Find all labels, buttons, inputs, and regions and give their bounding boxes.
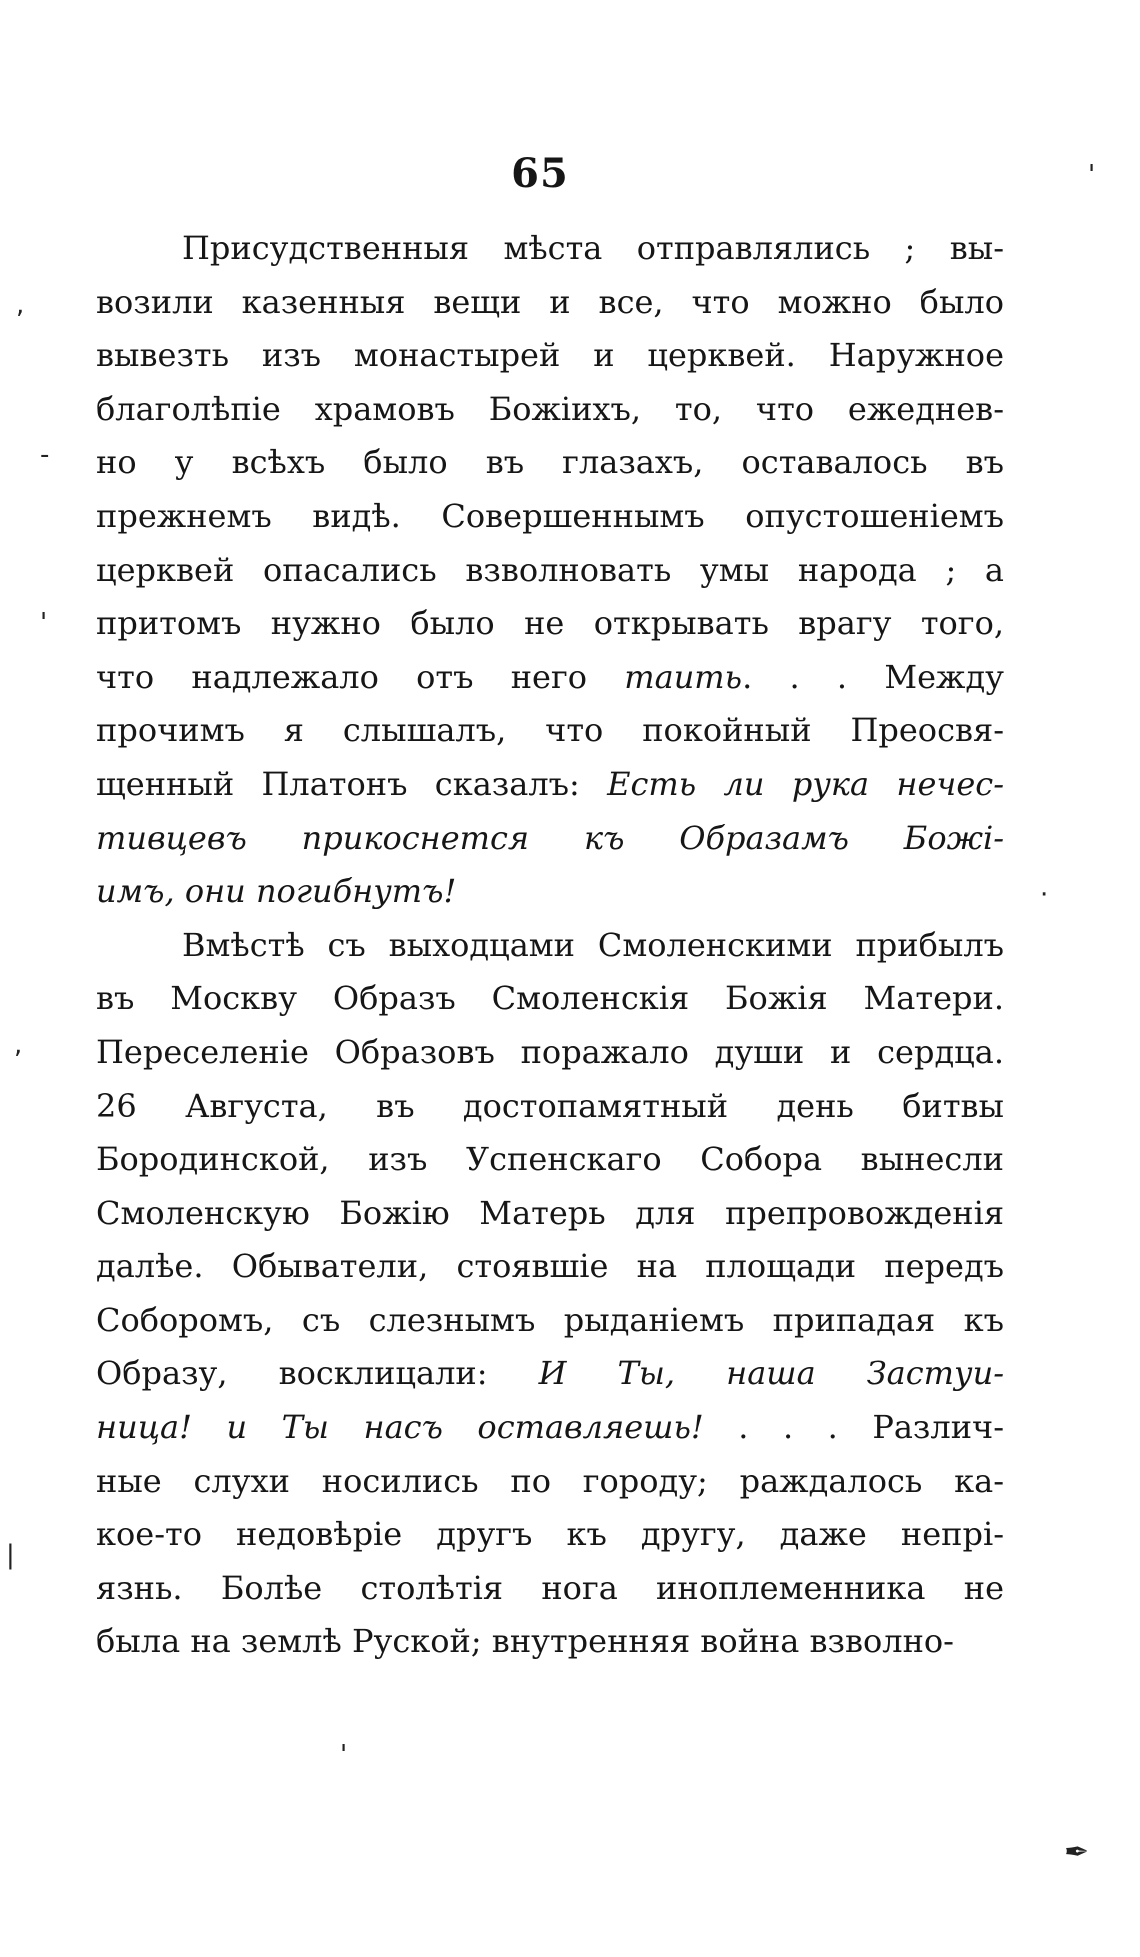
- margin-speck: ,: [14, 1030, 23, 1060]
- paragraph-1: [96, 222, 1004, 919]
- text-line: [96, 1187, 1004, 1241]
- text-run: въ Москву Образъ Смоленскія Божія Матери.: [96, 979, 1004, 1018]
- text-line: [96, 972, 1004, 1026]
- text-run: кое-то недовѣріе другъ къ другу, даже непрі-: [96, 1515, 1004, 1554]
- text-line: [96, 651, 1004, 705]
- margin-speck: ,: [16, 290, 25, 320]
- text-line: [96, 1562, 1004, 1616]
- text-run: что надлежало отъ него: [96, 657, 625, 696]
- text-line: [96, 436, 1004, 490]
- margin-speck: ·: [1040, 880, 1049, 910]
- text-line: [96, 490, 1004, 544]
- text-line: [96, 1401, 1004, 1455]
- text-run: вывезть изъ монастырей и церквей. Наружное: [96, 336, 1004, 375]
- text-line: [96, 1240, 1004, 1294]
- text-line: [96, 1080, 1004, 1134]
- italic-text: ница! и Ты насъ оставляешь!: [96, 1408, 704, 1447]
- text-run: прочимъ я слышалъ, что покойный Преосвя-: [96, 711, 1004, 750]
- text-run: язнь. Болѣе столѣтія нога иноплеменника не: [96, 1568, 1004, 1607]
- text-line: [96, 1455, 1004, 1509]
- text-line: [96, 383, 1004, 437]
- text-line: [96, 597, 1004, 651]
- text-run: 26 Августа, въ достопамятный день битвы: [96, 1086, 1004, 1125]
- text-line: [96, 704, 1004, 758]
- text-run: возили казенныя вещи и все, что можно было: [96, 282, 1004, 321]
- text-line: [96, 812, 1004, 866]
- text-line: [96, 1615, 1004, 1669]
- margin-speck: ': [40, 608, 48, 638]
- text-run: Присудственныя мѣста отправлялись ; вы-: [182, 229, 1004, 267]
- text-line: [96, 1026, 1004, 1080]
- margin-speck: ': [340, 1740, 348, 1770]
- text-line: [96, 544, 1004, 598]
- text-line: [96, 276, 1004, 330]
- text-run: церквей опасались взволновать умы народа ; а: [96, 550, 1004, 589]
- pen-icon: ✒: [1064, 1835, 1090, 1870]
- text-block: [96, 222, 1004, 1669]
- text-run: далѣе. Обыватели, стоявшіе на площади передъ: [96, 1247, 1004, 1286]
- text-run: . . . Различ-: [703, 1408, 1004, 1447]
- margin-speck: ': [1088, 160, 1096, 190]
- paragraph-2: [96, 919, 1004, 1669]
- page-number: 65: [511, 150, 569, 197]
- margin-speck: -: [40, 440, 50, 470]
- text-line: [96, 1347, 1004, 1401]
- text-run: Бородинской, изъ Успенскаго Собора вынесли: [96, 1140, 1004, 1179]
- text-line: [96, 1133, 1004, 1187]
- text-run: ные слухи носились по городу; раждалось ка-: [96, 1461, 1004, 1500]
- margin-speck: |: [6, 1540, 15, 1570]
- text-run: щенный Платонъ сказалъ:: [96, 764, 608, 803]
- text-run: Образу, восклицали:: [96, 1354, 539, 1393]
- text-run: благолѣпіе храмовъ Божіихъ, то, что ежеднев-: [96, 389, 1004, 428]
- text-run: была на землѣ Руской; внутренняя война взволно-: [96, 1622, 954, 1661]
- italic-text: тивцевъ прикоснется къ Образамъ Божі-: [96, 818, 1004, 857]
- text-run: . . . Между: [742, 657, 1004, 696]
- text-line: [96, 222, 1004, 276]
- text-line: [96, 1508, 1004, 1562]
- text-run: притомъ нужно было не открывать врагу того,: [96, 604, 1004, 643]
- text-line: [96, 758, 1004, 812]
- text-run: Соборомъ, съ слезнымъ рыданіемъ припадая къ: [96, 1300, 1004, 1339]
- text-run: прежнемъ видѣ. Совершеннымъ опустошеніемъ: [96, 496, 1004, 535]
- text-run: но у всѣхъ было въ глазахъ, оставалось въ: [96, 443, 1004, 482]
- text-run: Смоленскую Божію Матерь для препровожденія: [96, 1193, 1004, 1232]
- italic-text: И Ты, наша Застуи-: [538, 1354, 1004, 1393]
- text-run: Переселеніе Образовъ поражало души и сердца.: [96, 1032, 1004, 1071]
- italic-text: Есть ли рука нечес-: [607, 764, 1004, 803]
- text-line: [96, 919, 1004, 973]
- italic-text: имъ, они погибнутъ!: [96, 872, 457, 911]
- text-line: [96, 329, 1004, 383]
- text-line: [96, 865, 1004, 919]
- italic-text: таить: [624, 657, 743, 696]
- text-run: Вмѣстѣ съ выходцами Смоленскими прибылъ: [182, 925, 1004, 964]
- text-line: [96, 1294, 1004, 1348]
